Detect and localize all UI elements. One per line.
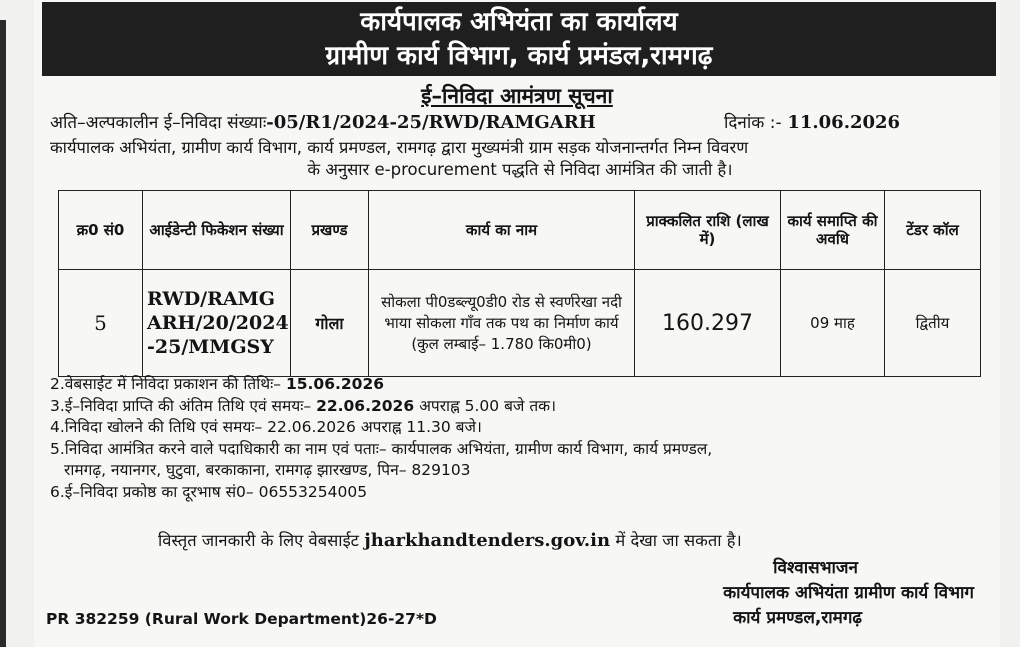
- pr-number: PR 382259 (Rural Work Department)26-27*D: [46, 610, 437, 628]
- department-name: ग्रामीण कार्य विभाग, कार्य प्रमंडल,रामगढ़: [325, 41, 713, 71]
- office-name: कार्यपालक अभियंता का कार्यालय: [360, 7, 678, 37]
- cell-completion-period: 09 माह: [781, 270, 885, 377]
- office-header-banner: [42, 2, 996, 76]
- note-officer-address-cont: रामगढ़, नयानगर, घुटुवा, बरकाकाना, रामगढ़ झारखण्ड, पिन– 829103: [64, 461, 471, 479]
- note-opening-date: 4.निविदा खोलने की तिथि एवं समयः– 22.06.2026 अपराह्न 11.30 बजे।: [50, 418, 482, 436]
- header-serial: क्र0 सं0: [59, 191, 143, 270]
- intro-line-1: कार्यपालक अभियंता, ग्रामीण कार्य विभाग, कार्य प्रमण्डल, रामगढ़ द्वारा मुख्यमंत्री ग्राम सड़क योजनान्तर्गत निम्न विवरण: [50, 138, 749, 157]
- note-submission-deadline: 3.ई–निविदा प्राप्ति की अंतिम तिथि एवं समयः– 22.06.2026 अपराह्न 5.00 बजे तक।: [50, 396, 556, 415]
- header-completion-period: कार्य समाप्ति की अवधि: [781, 191, 885, 270]
- signature-line-2: कार्यपालक अभियंता ग्रामीण कार्य विभाग: [723, 583, 974, 603]
- signature-line-3: कार्य प्रमण्डल,रामगढ़: [733, 608, 862, 628]
- tender-number-line: [50, 110, 986, 133]
- note-officer-address: 5.निविदा आमंत्रित करने वाले पदाधिकारी का नाम एवं पताः– कार्यपालक अभियंता, ग्रामीण कार्य विभाग, कार्य प्रमण्डल,: [50, 439, 713, 458]
- notice-title: ई–निविदा आमंत्रण सूचना: [421, 84, 613, 108]
- cell-work-name: सोकला पी0डब्ल्यू0डी0 रोड से स्वर्णरेखा नदी भाया सोकला गाँव तक पथ का निर्माण कार्य (कुल लम्बाई– 1.780 कि0मी0): [369, 270, 635, 377]
- table-row: [59, 270, 981, 377]
- note-phone: 6.ई–निविदा प्रकोष्ठ का दूरभाष सं0– 06553254005: [50, 482, 368, 501]
- intro-line-2: के अनुसार e-procurement पद्धति से निविदा आमंत्रित की जाती है।: [307, 160, 733, 179]
- tender-notice-document: [34, 0, 1000, 647]
- signature-line-1: विश्वासभाजन: [773, 558, 858, 578]
- note-publish-date: 2.वेबसाईट में निविदा प्रकाशन की तिथिः– 15.06.2026: [50, 375, 385, 393]
- header-amount: प्राक्कलित राशि (लाख में): [635, 191, 781, 270]
- website-url: jharkhandtenders.gov.in: [364, 530, 611, 551]
- notes-list: [50, 374, 1000, 503]
- table-header-row: [59, 191, 981, 270]
- page-edge-strip: [0, 20, 6, 647]
- intro-paragraph: [50, 137, 990, 181]
- notice-date: दिनांक :- 11.06.2026: [724, 112, 901, 133]
- header-work-name: कार्य का नाम: [369, 191, 635, 270]
- tender-table: [58, 190, 981, 377]
- header-identification: आईडेन्टी फिकेशन संख्या: [143, 191, 291, 270]
- tender-number: -05/R1/2024-25/RWD/RAMGARH: [266, 112, 596, 133]
- cell-identification: RWD/RAMGARH/20/2024-25/MMGSY: [143, 270, 291, 377]
- cell-block: गोला: [291, 270, 369, 377]
- cell-serial: 5: [59, 270, 143, 377]
- cell-tender-call: द्वितीय: [885, 270, 981, 377]
- tender-number-label: अति–अल्पकालीन ई–निविदा संख्याः: [50, 113, 267, 133]
- website-line: विस्तृत जानकारी के लिए वेबसाईट jharkhandtenders.gov.in में देखा जा सकता है।: [158, 530, 742, 551]
- signature-block: [554, 556, 974, 631]
- header-tender-call: टेंडर कॉल: [885, 191, 981, 270]
- cell-amount: 160.297: [635, 270, 781, 377]
- header-block: प्रखण्ड: [291, 191, 369, 270]
